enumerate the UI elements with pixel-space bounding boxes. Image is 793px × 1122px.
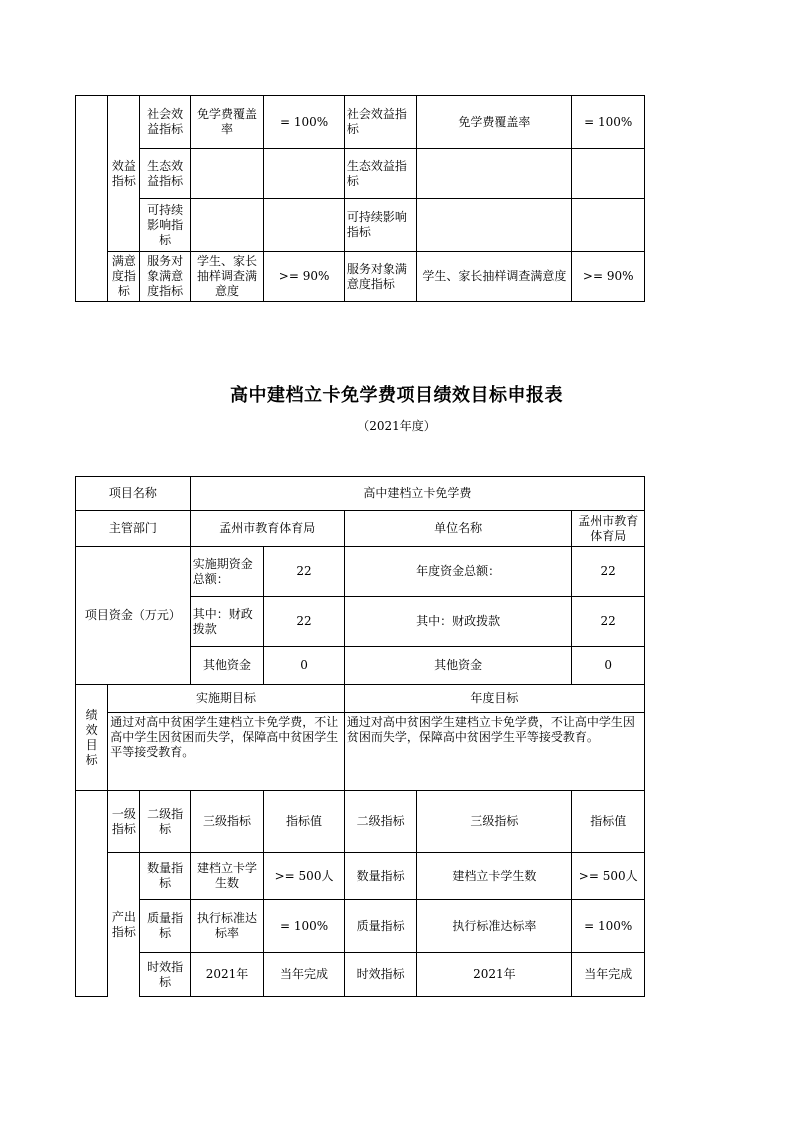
blank-cell bbox=[76, 953, 108, 997]
annual-secondary-indicator: 社会效益指标 bbox=[344, 96, 417, 149]
project-name-label: 项目名称 bbox=[76, 477, 191, 511]
annual-indicator-value: = 100% bbox=[572, 96, 645, 149]
secondary-indicator: 社会效益指标 bbox=[140, 96, 190, 149]
annual-level2-header: 二级指标 bbox=[344, 791, 417, 853]
blank-cell bbox=[76, 96, 108, 149]
annual-tertiary-indicator: 2021年 bbox=[417, 953, 572, 997]
secondary-indicator: 时效指标 bbox=[140, 953, 190, 997]
annual-secondary-indicator: 可持续影响指标 bbox=[344, 199, 417, 252]
annual-secondary-indicator: 生态效益指标 bbox=[344, 149, 417, 199]
blank-cell bbox=[76, 853, 108, 900]
tertiary-indicator: 2021年 bbox=[190, 953, 264, 997]
satisfaction-group-label: 满意度指标 bbox=[108, 252, 140, 302]
secondary-indicator: 服务对象满意度指标 bbox=[140, 252, 190, 302]
total-funds-label: 实施期资金总额： bbox=[190, 547, 264, 597]
department-value: 孟州市教育体育局 bbox=[190, 511, 344, 547]
unit-value: 孟州市教育体育局 bbox=[572, 511, 645, 547]
benefit-group-label: 效益指标 bbox=[108, 96, 140, 252]
level2-header: 二级指标 bbox=[140, 791, 190, 853]
period-goal-header: 实施期目标 bbox=[108, 685, 345, 713]
annual-tertiary-indicator bbox=[417, 199, 572, 252]
tertiary-indicator bbox=[190, 149, 264, 199]
annual-fiscal-funds-label: 其中：财政拨款 bbox=[344, 597, 572, 647]
annual-tertiary-indicator: 免学费覆盖率 bbox=[417, 96, 572, 149]
annual-tertiary-indicator: 执行标准达标率 bbox=[417, 900, 572, 953]
indicator-value bbox=[264, 199, 345, 252]
tertiary-indicator: 建档立卡学生数 bbox=[190, 853, 264, 900]
annual-indicator-value bbox=[572, 149, 645, 199]
value-header: 指标值 bbox=[264, 791, 345, 853]
total-funds-value: 22 bbox=[264, 547, 345, 597]
annual-other-funds-value: 0 bbox=[572, 647, 645, 685]
department-label: 主管部门 bbox=[76, 511, 191, 547]
annual-goal-text: 通过对高中贫困学生建档立卡免学费，不让高中学生因贫困而失学，保障高中贫困学生平等接受教育。 bbox=[344, 713, 644, 791]
tertiary-indicator: 免学费覆盖率 bbox=[190, 96, 264, 149]
project-name-value: 高中建档立卡免学费 bbox=[190, 477, 644, 511]
annual-value-header: 指标值 bbox=[572, 791, 645, 853]
annual-secondary-indicator: 质量指标 bbox=[344, 900, 417, 953]
fiscal-funds-value: 22 bbox=[264, 597, 345, 647]
indicator-value bbox=[264, 149, 345, 199]
annual-indicator-value: 当年完成 bbox=[572, 953, 645, 997]
annual-indicator-value bbox=[572, 199, 645, 252]
indicator-value: >= 90% bbox=[264, 252, 345, 302]
performance-goal-table bbox=[75, 476, 645, 997]
page-subtitle: （2021年度） bbox=[357, 419, 436, 433]
benefit-indicators-table bbox=[75, 95, 645, 302]
secondary-indicator: 生态效益指标 bbox=[140, 149, 190, 199]
annual-indicator-value: >= 500人 bbox=[572, 853, 645, 900]
blank-cell bbox=[76, 252, 108, 302]
tertiary-indicator bbox=[190, 199, 264, 252]
annual-level3-header: 三级指标 bbox=[417, 791, 572, 853]
annual-goal-header: 年度目标 bbox=[344, 685, 644, 713]
blank-cell bbox=[76, 791, 108, 853]
unit-label: 单位名称 bbox=[344, 511, 572, 547]
annual-secondary-indicator: 数量指标 bbox=[344, 853, 417, 900]
annual-secondary-indicator: 时效指标 bbox=[344, 953, 417, 997]
annual-total-funds-label: 年度资金总额： bbox=[344, 547, 572, 597]
secondary-indicator: 数量指标 bbox=[140, 853, 190, 900]
annual-tertiary-indicator: 学生、家长抽样调查满意度 bbox=[417, 252, 572, 302]
indicator-value: >= 500人 bbox=[264, 853, 345, 900]
secondary-indicator: 质量指标 bbox=[140, 900, 190, 953]
tertiary-indicator: 执行标准达标率 bbox=[190, 900, 264, 953]
annual-indicator-value: = 100% bbox=[572, 900, 645, 953]
page-title: 高中建档立卡免学费项目绩效目标申报表 bbox=[230, 385, 563, 406]
blank-cell bbox=[76, 149, 108, 199]
annual-other-funds-label: 其他资金 bbox=[344, 647, 572, 685]
blank-cell bbox=[76, 900, 108, 953]
output-indicator-label: 产出指标 bbox=[108, 853, 140, 997]
indicator-value: 当年完成 bbox=[264, 953, 345, 997]
annual-total-funds-value: 22 bbox=[572, 547, 645, 597]
indicator-value: = 100% bbox=[264, 900, 345, 953]
annual-indicator-value: >= 90% bbox=[572, 252, 645, 302]
level1-header: 一级指标 bbox=[108, 791, 140, 853]
annual-secondary-indicator: 服务对象满意度指标 bbox=[344, 252, 417, 302]
annual-tertiary-indicator: 建档立卡学生数 bbox=[417, 853, 572, 900]
annual-fiscal-funds-value: 22 bbox=[572, 597, 645, 647]
other-funds-label: 其他资金 bbox=[190, 647, 264, 685]
project-funds-label: 项目资金（万元） bbox=[76, 547, 191, 685]
fiscal-funds-label: 其中：财政拨款 bbox=[190, 597, 264, 647]
indicator-value: = 100% bbox=[264, 96, 345, 149]
tertiary-indicator: 学生、家长抽样调查满意度 bbox=[190, 252, 264, 302]
period-goal-text: 通过对高中贫困学生建档立卡免学费，不让高中学生因贫困而失学，保障高中贫困学生平等接受教育。 bbox=[108, 713, 345, 791]
annual-tertiary-indicator bbox=[417, 149, 572, 199]
secondary-indicator: 可持续影响指标 bbox=[140, 199, 190, 252]
other-funds-value: 0 bbox=[264, 647, 345, 685]
performance-goal-label: 绩效目标 bbox=[76, 685, 108, 791]
blank-cell bbox=[76, 199, 108, 252]
level3-header: 三级指标 bbox=[190, 791, 264, 853]
